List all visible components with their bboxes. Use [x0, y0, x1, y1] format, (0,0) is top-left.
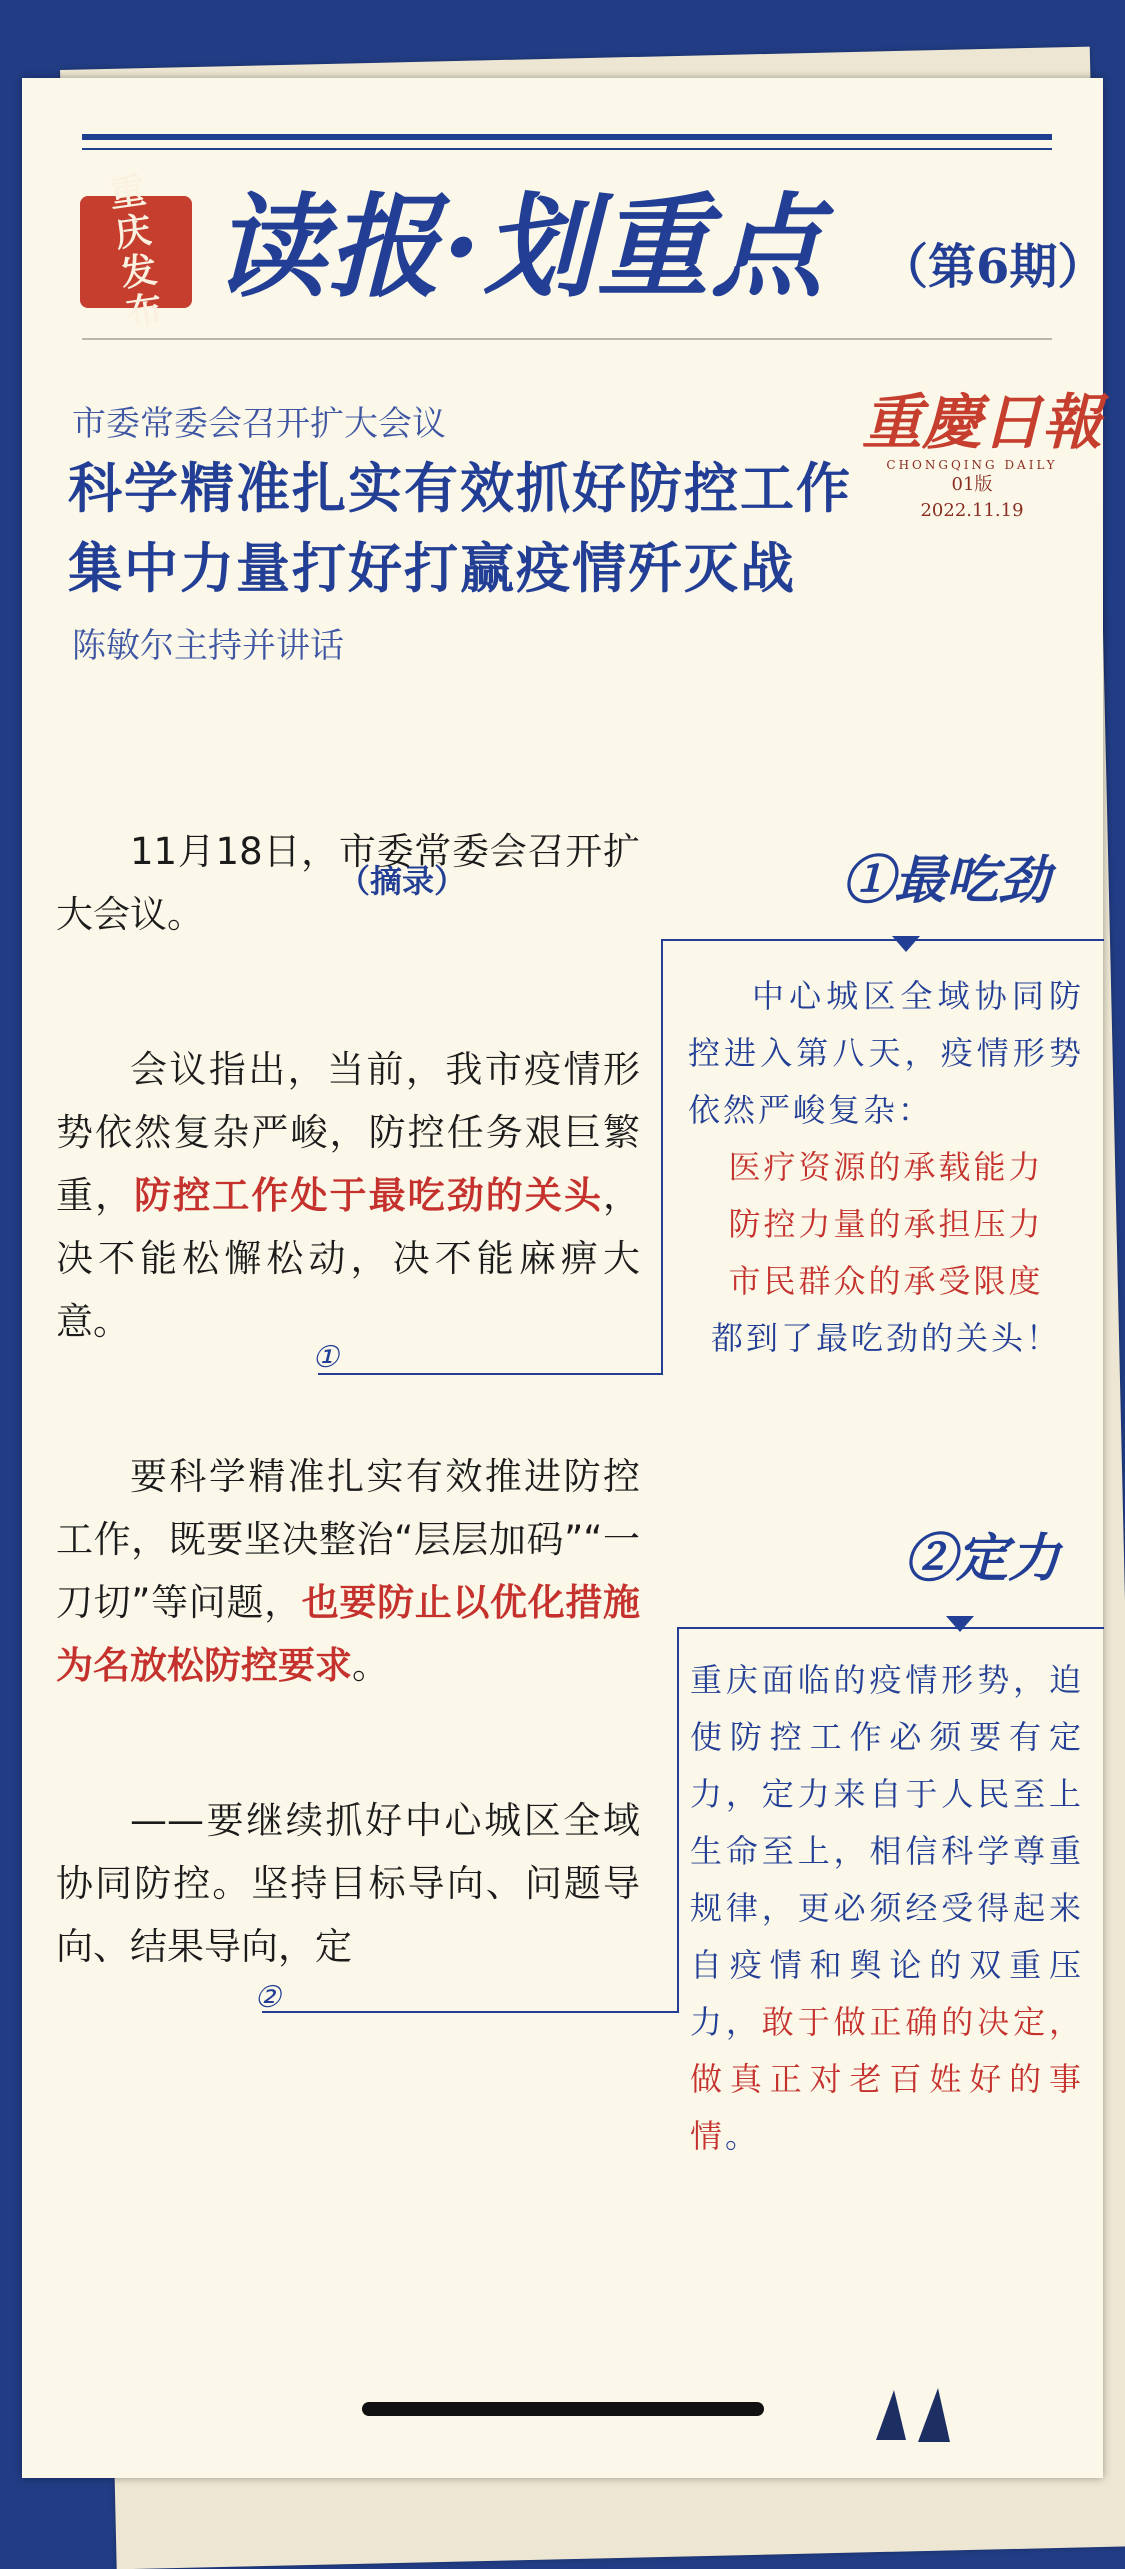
home-indicator[interactable] [362, 2402, 764, 2416]
chongqing-daily-masthead [862, 388, 1102, 524]
note2-text-a: 重庆面临的疫情形势，迫使防控工作必须要有定力，定力来自于人民至上生命至上，相信科学尊重规律，更必须经受得起来自疫情和舆论的双重压力， [690, 1661, 1084, 2041]
pointer-triangle-icon [946, 1616, 974, 1632]
marker-1: ① [312, 1340, 339, 1375]
seal-text: 重庆发布 [106, 169, 166, 335]
top-rule-thin [82, 148, 1052, 150]
article-headline-line2: 集中力量打好打赢疫情歼灭战 [68, 536, 796, 600]
brush-stroke-decoration [866, 2380, 986, 2450]
note-label-1: ①最吃劲 [842, 850, 1051, 911]
highlight-1: 防控工作处于最吃劲的关头 [134, 1174, 604, 1217]
note1-line: 医疗资源的承载能力 [728, 1148, 1044, 1186]
article-byline: 陈敏尔主持并讲话 [72, 626, 344, 666]
note1-end: 都到了最吃劲的关头！ [710, 1319, 1061, 1357]
page-title: 读报·划重点 [214, 182, 825, 313]
annotation-note-2 [690, 1652, 1084, 2165]
chongqing-release-seal-logo [80, 169, 192, 335]
article-kicker: 市委常委会召开扩大会议 [72, 404, 446, 444]
note1-intro: 中心城区全域协同防控进入第八天，疫情形势依然严峻复杂： [688, 977, 1084, 1129]
excerpt-label: （摘录） [338, 862, 467, 900]
marker-2: ② [254, 1980, 281, 2015]
masthead-page: 01版 [951, 474, 993, 495]
masthead-english: CHONGQING DAILY [886, 458, 1058, 472]
note1-line: 市民群众的承受限度 [728, 1262, 1044, 1300]
header-divider [82, 338, 1052, 340]
article-body [56, 820, 640, 2070]
masthead-date: 2022.11.19 [920, 500, 1024, 521]
masthead-name: 重慶日報 [862, 388, 1102, 458]
pointer-triangle-icon [892, 936, 920, 952]
body-paragraph-1: 11月18日，市委常委会召开扩大会议。 [56, 830, 640, 936]
annotation-note-1 [688, 968, 1084, 1367]
note-label-2: ②定力 [904, 1528, 1061, 1589]
body-text: 。 [352, 1644, 389, 1687]
body-paragraph-2 [56, 1038, 640, 1353]
body-paragraph-4: ——要继续抓好中心城区全域协同防控。坚持目标导向、问题导向、结果导向，定 [56, 1799, 640, 1968]
highlight-2: 也要防止以优化措施为名放松防控要求 [56, 1581, 641, 1687]
top-rule-thick [82, 134, 1052, 140]
note2-text-red: 敢于做正确的决定，做真正对老百姓好的事情 [690, 2003, 1084, 2155]
note2-text [690, 1652, 1084, 2165]
issue-number: （第6期） [880, 239, 1106, 295]
body-text: 要科学精准扎实有效推进防控工作，既要坚决整治“层层加码”“一刀切”等问题， [56, 1455, 640, 1624]
body-text: 会议指出，当前，我市疫情形势依然复杂严峻，防控任务艰巨繁重， [56, 1048, 640, 1217]
note1-line: 防控力量的承担压力 [728, 1205, 1044, 1243]
body-paragraph-3 [56, 1445, 640, 1697]
note2-text-b: 。 [725, 2117, 761, 2155]
article-headline-line1: 科学精准扎实有效抓好防控工作 [68, 456, 852, 520]
body-text: ，决不能松懈松动，决不能麻痹大意。 [56, 1174, 641, 1343]
